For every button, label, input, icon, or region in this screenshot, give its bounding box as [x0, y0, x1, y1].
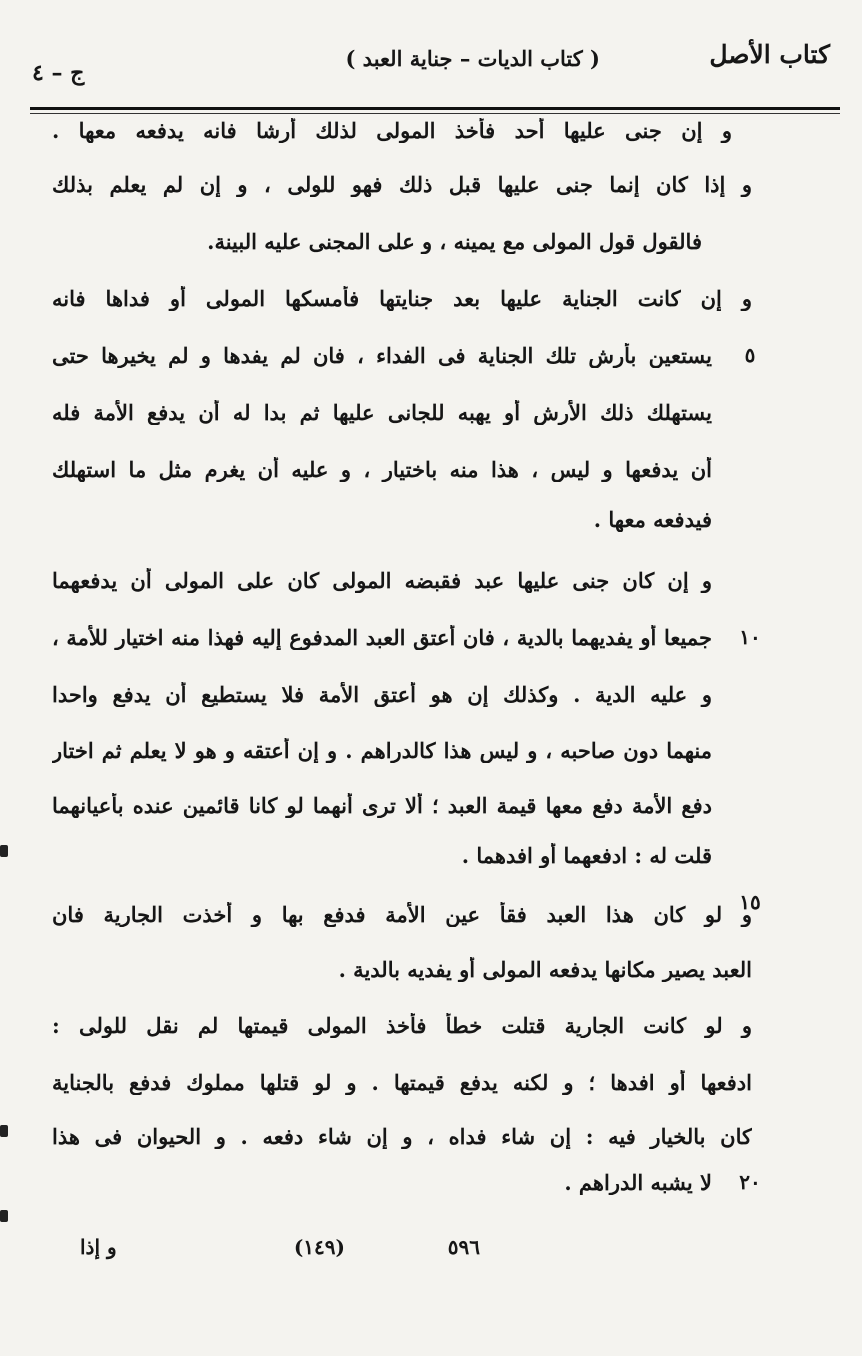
scan-margin-mark — [0, 1125, 8, 1137]
text-line: و إن كانت الجناية عليها بعد جنايتها فأمسكها المولى أو فداها فانه — [52, 286, 752, 311]
page-number: ٥٩٦ — [447, 1235, 480, 1259]
line-number: ١٥ — [739, 890, 761, 914]
page-footer — [80, 1235, 480, 1275]
text-line: و عليه الدية . وكذلك إن هو أعتق الأمة فلا يستطيع أن يدفع واحدا — [52, 682, 712, 707]
text-line: يستهلك ذلك الأرش أو يهبه للجانى عليها ثم بدا له أن يدفع الأمة فله — [52, 400, 712, 425]
text-line: ادفعها أو افدها ؛ و لكنه يدفع قيمتها . و لو قتلها مملوك فدفع بالجناية — [52, 1070, 752, 1095]
scan-margin-mark — [0, 1210, 8, 1222]
text-line: كان بالخيار فيه : إن شاء فداه ، و إن شاء دفعه . و الحيوان فى هذا — [52, 1124, 752, 1149]
text-line: و لو كان هذا العبد فقأ عين الأمة فدفع بها و أخذت الجارية فان — [52, 902, 752, 927]
book-title: كتاب الأصل — [709, 40, 830, 69]
text-line: و إذا كان إنما جنى عليها قبل ذلك فهو للولى ، و إن لم يعلم بذلك — [52, 172, 752, 197]
text-line: قلت له : ادفعهما أو افدهما . — [461, 843, 712, 868]
text-line: لا يشبه الدراهم . — [564, 1170, 712, 1195]
text-line: فيدفعه معها . — [593, 507, 712, 532]
header-rule-thin — [30, 113, 840, 114]
text-line: منهما دون صاحبه ، و ليس هذا كالدراهم . و إن أعتقه و هو لا يعلم ثم اختار — [52, 738, 712, 763]
catchword: و إذا — [80, 1235, 117, 1259]
text-line: أن يدفعها و ليس ، هذا منه باختيار ، و عليه أن يغرم مثل ما استهلك — [52, 457, 712, 482]
volume-label: ج – ٤ — [32, 60, 85, 86]
line-number: ١٠ — [739, 625, 761, 649]
running-header — [30, 40, 830, 100]
line-number: ٢٠ — [739, 1170, 761, 1194]
text-line: و لو كانت الجارية قتلت خطأ فأخذ المولى قيمتها لم نقل للولى : — [52, 1013, 752, 1038]
text-line: و إن كان جنى عليها عبد فقبضه المولى كان على المولى أن يدفعهما — [52, 568, 712, 593]
header-rule — [30, 107, 840, 110]
text-line: يستعين بأرش تلك الجناية فى الفداء ، فان لم يفدها و لم يخيرها حتى — [52, 343, 712, 368]
text-line: دفع الأمة دفع معها قيمة العبد ؛ ألا ترى أنهما لو كانا قائمين عنده بأعيانهما — [52, 793, 712, 818]
text-line: العبد يصير مكانها يدفعه المولى أو يفديه بالدية . — [338, 957, 752, 982]
text-line: فالقول قول المولى مع يمينه ، و على المجنى عليه البينة. — [207, 229, 702, 254]
section-title: ( كتاب الديات – جناية العبد ) — [345, 46, 600, 71]
scan-margin-mark — [0, 845, 8, 857]
line-number: ٥ — [744, 343, 756, 367]
manuscript-folio: (١٤٩) — [293, 1235, 345, 1259]
text-line: و إن جنى عليها أحد فأخذ المولى لذلك أرشا فانه يدفعه معها . — [52, 118, 732, 143]
text-line: جميعا أو يفديهما بالدية ، فان أعتق العبد المدفوع إليه فهذا منه اختيار للأمة ، — [52, 625, 712, 650]
